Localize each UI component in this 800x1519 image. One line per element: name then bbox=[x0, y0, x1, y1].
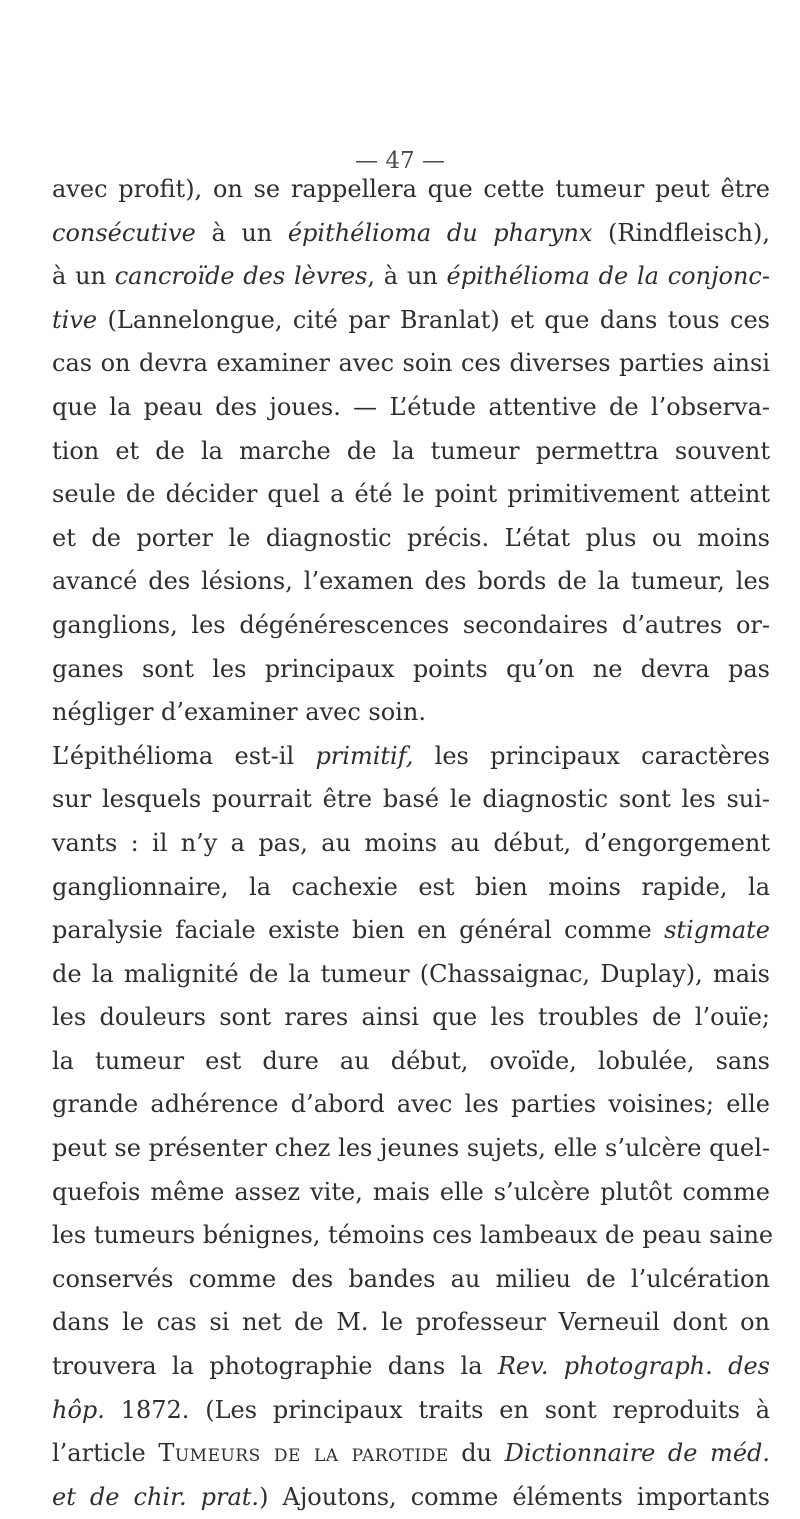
text-line bbox=[52, 299, 770, 343]
text-run: vants : il n’y a pas, au moins au début, d’engorgement bbox=[52, 828, 770, 857]
text-run: dans le cas si net de M. le professeur Verneuil dont on bbox=[52, 1308, 770, 1337]
text-line bbox=[52, 255, 770, 299]
text-line bbox=[52, 1214, 774, 1258]
text-line bbox=[52, 1432, 770, 1476]
text-run: négliger d’examiner avec soin. bbox=[52, 698, 426, 727]
text-run: à un bbox=[52, 262, 115, 291]
text-line bbox=[52, 430, 770, 474]
text-line bbox=[52, 691, 770, 735]
text-line bbox=[52, 1171, 770, 1215]
text-line bbox=[52, 1476, 770, 1519]
text-line bbox=[52, 212, 770, 256]
text-run: paralysie faciale existe bien en général comme bbox=[52, 916, 665, 945]
text-run: stigmate bbox=[664, 916, 770, 945]
text-line bbox=[52, 1258, 770, 1302]
text-line bbox=[52, 604, 770, 648]
text-line bbox=[52, 560, 770, 604]
text-line bbox=[52, 1301, 770, 1345]
text-run: à un bbox=[195, 218, 288, 247]
text-run: 1872. (Les principaux traits en sont reproduits à bbox=[104, 1395, 770, 1424]
text-run: avancé des lésions, l’examen des bords de la tumeur, les bbox=[52, 567, 770, 596]
text-line bbox=[52, 1389, 770, 1433]
text-line bbox=[52, 735, 770, 779]
text-run: tive bbox=[52, 305, 98, 334]
text-run: les douleurs sont rares ainsi que les troubles de l’ouïe; bbox=[52, 1003, 770, 1032]
text-run: et de chir. prat. bbox=[52, 1482, 260, 1511]
text-line bbox=[52, 866, 770, 910]
text-run: tion et de la marche de la tumeur permettra souvent bbox=[52, 436, 770, 465]
text-line bbox=[52, 386, 770, 430]
text-run: cancroïde des lèvres bbox=[114, 262, 368, 291]
text-run: avec profit), on se rappellera que cette tumeur peut être bbox=[52, 175, 770, 203]
text-run: de la malignité de la tumeur (Chassaignac, Duplay), mais bbox=[52, 959, 770, 988]
text-line bbox=[52, 473, 770, 517]
body-text bbox=[52, 168, 774, 1519]
text-line bbox=[52, 1127, 770, 1171]
text-run: Dictionnaire de méd. bbox=[504, 1439, 771, 1468]
text-line bbox=[52, 822, 770, 866]
text-line bbox=[52, 1083, 770, 1127]
page-number: — 47 — bbox=[355, 148, 445, 174]
text-run: L’épithélioma est-il bbox=[52, 741, 316, 770]
text-run: peut se présenter chez les jeunes sujets, elle s’ulcère quel- bbox=[52, 1134, 770, 1163]
text-run: grande adhérence d’abord avec les parties voisines; elle bbox=[52, 1090, 770, 1119]
text-run: épithélioma de la conjonc- bbox=[446, 262, 770, 291]
text-line bbox=[52, 648, 770, 692]
text-run: la tumeur est dure au début, ovoïde, lobulée, sans bbox=[52, 1046, 770, 1075]
text-run: primitif, bbox=[315, 741, 414, 770]
text-line bbox=[52, 517, 770, 561]
text-run: Tumeurs de la parotide bbox=[158, 1439, 449, 1468]
text-run: ganes sont les principaux points qu’on ne devra pas bbox=[52, 654, 770, 683]
text-run: cas on devra examiner avec soin ces diverses parties ainsi bbox=[52, 349, 770, 378]
text-line bbox=[52, 168, 770, 212]
text-run: Rev. photograph. des bbox=[497, 1352, 770, 1381]
text-run: les principaux caractères bbox=[413, 741, 770, 770]
text-run: les tumeurs bénignes, témoins ces lambeaux de peau saine bbox=[52, 1221, 774, 1250]
text-line bbox=[52, 1345, 770, 1389]
text-run: (Lannelongue, cité par Branlat) et que dans tous ces bbox=[97, 305, 770, 334]
text-line bbox=[52, 778, 770, 822]
text-run: ) Ajoutons, comme éléments importants bbox=[259, 1482, 771, 1511]
text-line bbox=[52, 342, 770, 386]
text-line bbox=[52, 953, 770, 997]
text-run: l’article bbox=[52, 1439, 159, 1468]
text-run: sur lesquels pourrait être basé le diagnostic sont les sui- bbox=[52, 785, 770, 814]
text-run: du bbox=[448, 1439, 505, 1468]
text-run: épithélioma du pharynx bbox=[287, 218, 593, 247]
text-line bbox=[52, 1040, 770, 1084]
text-run: ganglions, les dégénérescences secondaires d’autres or- bbox=[52, 610, 770, 639]
text-run: (Rindfleisch), bbox=[592, 218, 770, 247]
text-run: , à un bbox=[367, 262, 447, 291]
text-run: et de porter le diagnostic précis. L’état plus ou moins bbox=[52, 523, 770, 552]
text-run: seule de décider quel a été le point primitivement atteint bbox=[52, 480, 770, 509]
text-run: consécutive bbox=[52, 218, 196, 247]
text-line bbox=[52, 996, 770, 1040]
text-run: trouvera la photographie dans la bbox=[52, 1352, 498, 1381]
text-run: ganglionnaire, la cachexie est bien moins rapide, la bbox=[52, 872, 770, 901]
text-run: que la peau des joues. — L’étude attentive de l’observa- bbox=[52, 392, 770, 421]
text-run: hôp. bbox=[52, 1395, 105, 1424]
text-line bbox=[52, 909, 770, 953]
text-run: conservés comme des bandes au milieu de l’ulcération bbox=[52, 1264, 770, 1293]
text-run: quefois même assez vite, mais elle s’ulcère plutôt comme bbox=[52, 1177, 770, 1206]
